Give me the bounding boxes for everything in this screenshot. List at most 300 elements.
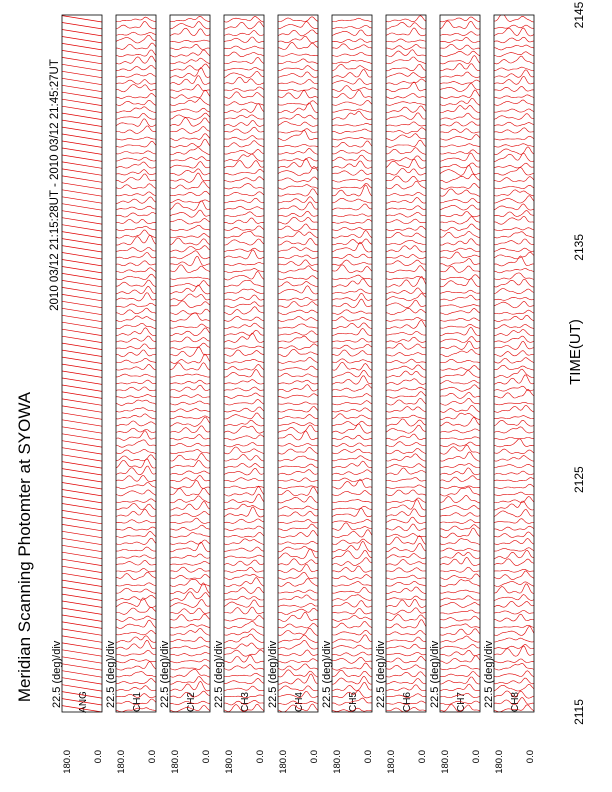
trace xyxy=(494,256,534,266)
trace xyxy=(224,295,264,300)
y-tick-bottom: 0.0 xyxy=(255,750,266,764)
panel-frame xyxy=(278,15,318,712)
trace xyxy=(224,629,264,636)
trace xyxy=(224,46,264,49)
trace xyxy=(278,344,318,350)
trace xyxy=(440,513,480,517)
trace xyxy=(224,150,264,155)
trace xyxy=(278,88,318,91)
trace xyxy=(170,16,210,21)
trace xyxy=(170,238,210,245)
trace xyxy=(494,351,534,357)
trace xyxy=(494,177,534,182)
trace xyxy=(278,202,318,210)
trace xyxy=(332,129,372,133)
trace xyxy=(116,607,156,614)
trace xyxy=(62,469,102,475)
trace xyxy=(170,328,210,336)
trace xyxy=(170,324,210,328)
trace xyxy=(278,232,318,238)
trace xyxy=(494,478,534,482)
trace xyxy=(386,300,426,308)
trace xyxy=(386,534,426,538)
y-tick-top: 180.0 xyxy=(386,750,397,774)
y-tick-bottom: 0.0 xyxy=(93,750,104,764)
trace xyxy=(170,600,210,608)
trace xyxy=(386,644,426,649)
trace xyxy=(386,28,426,36)
trace xyxy=(224,280,264,286)
trace xyxy=(332,52,372,56)
panel-ch6 xyxy=(375,15,428,774)
y-tick-top: 180.0 xyxy=(494,750,505,774)
trace xyxy=(494,147,534,154)
trace xyxy=(332,289,372,293)
trace xyxy=(494,325,534,329)
trace xyxy=(332,69,372,77)
trace xyxy=(278,608,318,614)
trace xyxy=(116,219,156,223)
trace xyxy=(170,480,210,489)
trace xyxy=(278,564,318,572)
trace xyxy=(386,449,426,454)
trace xyxy=(116,157,156,161)
trace xyxy=(62,566,102,572)
trace xyxy=(170,251,210,259)
trace xyxy=(494,501,534,510)
trace xyxy=(116,459,156,468)
trace xyxy=(278,407,318,413)
trace xyxy=(116,137,156,140)
trace xyxy=(116,65,156,70)
trace xyxy=(332,435,372,440)
trace xyxy=(440,548,480,551)
trace xyxy=(116,499,156,503)
trace xyxy=(332,183,372,189)
trace xyxy=(116,365,156,371)
trace xyxy=(332,635,372,643)
trace xyxy=(332,676,372,684)
trace xyxy=(224,463,264,467)
trace xyxy=(332,376,372,384)
trace xyxy=(332,478,372,481)
trace xyxy=(170,488,210,495)
trace xyxy=(62,322,102,329)
trace xyxy=(170,281,210,287)
trace xyxy=(440,21,480,29)
trace xyxy=(278,603,318,607)
trace xyxy=(224,532,264,537)
trace xyxy=(224,679,264,684)
trace xyxy=(494,532,534,538)
panel-ch8 xyxy=(483,14,536,774)
trace xyxy=(62,301,102,307)
trace xyxy=(170,567,210,572)
trace xyxy=(440,405,480,412)
trace xyxy=(62,336,102,342)
y-tick-top: 180.0 xyxy=(440,750,451,774)
trace xyxy=(62,23,102,29)
trace xyxy=(332,123,372,126)
trace xyxy=(224,17,264,23)
trace xyxy=(386,498,426,502)
trace xyxy=(62,587,102,593)
trace xyxy=(440,437,480,440)
trace xyxy=(62,476,102,482)
trace xyxy=(440,370,480,377)
panel-label: CH6 xyxy=(402,691,413,713)
panel-ch2 xyxy=(159,15,212,774)
trace xyxy=(278,266,318,273)
trace xyxy=(62,441,102,447)
trace xyxy=(116,572,156,579)
trace xyxy=(494,25,534,28)
trace xyxy=(62,504,102,510)
trace xyxy=(224,346,264,349)
trace xyxy=(494,37,534,43)
trace xyxy=(440,37,480,42)
trace xyxy=(494,114,534,120)
trace xyxy=(278,402,318,405)
trace xyxy=(278,129,318,133)
trace xyxy=(386,425,426,433)
trace xyxy=(62,204,102,211)
trace xyxy=(62,218,102,224)
panel-label: CH5 xyxy=(348,691,359,713)
trace xyxy=(494,420,534,426)
trace xyxy=(170,579,210,586)
panel-label: CH3 xyxy=(240,691,251,713)
trace xyxy=(332,408,372,412)
panel-frame xyxy=(386,15,426,712)
trace xyxy=(332,587,372,593)
trace xyxy=(386,560,426,566)
trace xyxy=(116,421,156,426)
trace xyxy=(62,364,102,370)
trace xyxy=(62,580,102,586)
trace xyxy=(332,141,372,147)
trace xyxy=(278,572,318,579)
trace xyxy=(332,506,372,509)
trace xyxy=(386,554,426,559)
trace xyxy=(170,511,210,516)
trace xyxy=(116,268,156,273)
trace xyxy=(224,665,264,670)
trace xyxy=(278,686,318,691)
trace xyxy=(224,400,264,406)
trace xyxy=(278,103,318,113)
trace xyxy=(224,494,264,503)
trace xyxy=(116,43,156,49)
trace xyxy=(170,301,210,308)
trace xyxy=(440,90,480,99)
trace xyxy=(170,533,210,538)
trace xyxy=(386,637,426,642)
x-tick-label: 2145 xyxy=(572,1,586,29)
trace xyxy=(386,176,426,182)
trace xyxy=(62,232,102,238)
trace xyxy=(386,379,426,385)
trace xyxy=(332,370,372,377)
trace xyxy=(332,299,372,308)
trace xyxy=(170,127,210,134)
trace xyxy=(332,449,372,454)
trace xyxy=(494,438,534,440)
trace xyxy=(386,652,426,655)
trace xyxy=(440,567,480,572)
trace xyxy=(224,307,264,315)
trace xyxy=(440,239,480,245)
trace xyxy=(278,640,318,649)
trace xyxy=(224,198,264,203)
trace xyxy=(494,646,534,656)
trace xyxy=(224,52,264,57)
trace xyxy=(440,64,480,71)
trace xyxy=(278,635,318,642)
trace xyxy=(170,28,210,36)
trace xyxy=(440,163,480,168)
trace xyxy=(332,344,372,349)
trace xyxy=(224,115,264,119)
trace xyxy=(116,100,156,105)
trace xyxy=(494,232,534,238)
trace xyxy=(116,449,156,453)
trace xyxy=(278,628,318,635)
trace xyxy=(278,91,318,99)
trace xyxy=(62,462,102,469)
y-tick-top: 180.0 xyxy=(278,750,289,774)
trace xyxy=(494,302,534,308)
trace xyxy=(170,525,210,530)
trace xyxy=(440,72,480,77)
panel-label: CH2 xyxy=(186,691,197,713)
trace xyxy=(116,428,156,432)
trace xyxy=(224,104,264,113)
trace xyxy=(278,122,318,127)
y-tick-bottom: 0.0 xyxy=(471,750,482,764)
trace xyxy=(332,645,372,649)
trace xyxy=(440,275,480,280)
trace xyxy=(386,45,426,50)
trace xyxy=(116,598,156,608)
trace xyxy=(116,583,156,586)
trace xyxy=(62,357,102,363)
trace xyxy=(62,280,102,286)
trace xyxy=(386,50,426,57)
trace xyxy=(170,374,210,377)
trace xyxy=(62,78,102,84)
scale-label: 22.5 (deg)/div xyxy=(267,640,279,708)
chart-subtitle: 2010 03/12 21:15:28UT - 2010 03/12 21:45:27UT xyxy=(49,59,61,311)
trace xyxy=(386,596,426,600)
trace xyxy=(440,506,480,510)
y-tick-top: 180.0 xyxy=(116,750,127,774)
trace xyxy=(440,392,480,398)
trace xyxy=(386,359,426,363)
trace xyxy=(116,527,156,530)
trace xyxy=(62,490,102,496)
trace xyxy=(440,366,480,371)
trace xyxy=(332,170,372,175)
trace xyxy=(494,519,534,524)
trace xyxy=(116,490,156,496)
trace xyxy=(224,22,264,29)
trace xyxy=(62,678,102,684)
trace xyxy=(494,550,534,559)
trace xyxy=(494,204,534,210)
trace xyxy=(116,174,156,183)
trace xyxy=(494,289,534,294)
trace xyxy=(494,228,534,231)
trace xyxy=(170,646,210,649)
trace xyxy=(440,144,480,147)
trace xyxy=(116,119,156,127)
trace xyxy=(494,190,534,196)
trace xyxy=(278,373,318,377)
trace xyxy=(170,659,210,662)
trace xyxy=(494,252,534,259)
panel-ch3 xyxy=(213,15,266,774)
trace xyxy=(332,214,372,217)
trace xyxy=(278,549,318,559)
trace xyxy=(332,161,372,169)
trace xyxy=(440,56,480,64)
trace xyxy=(494,402,534,404)
panel-frame xyxy=(332,15,372,712)
trace xyxy=(170,443,210,446)
trace xyxy=(494,484,534,488)
trace xyxy=(494,684,534,691)
y-tick-bottom: 0.0 xyxy=(525,750,536,764)
scale-label: 22.5 (deg)/div xyxy=(321,640,333,708)
trace xyxy=(170,380,210,384)
trace xyxy=(278,197,318,203)
trace xyxy=(116,650,156,656)
trace xyxy=(278,448,318,455)
trace xyxy=(386,260,426,266)
trace xyxy=(62,510,102,516)
trace xyxy=(440,381,480,384)
trace xyxy=(332,663,372,670)
trace xyxy=(62,294,102,300)
panel-label: CH4 xyxy=(294,691,305,713)
trace xyxy=(224,248,264,251)
trace xyxy=(170,461,210,469)
trace xyxy=(62,30,102,36)
trace xyxy=(278,301,318,307)
trace xyxy=(332,60,372,63)
trace xyxy=(224,413,264,419)
trace xyxy=(278,144,318,147)
trace xyxy=(170,653,210,656)
trace xyxy=(170,169,210,176)
trace xyxy=(170,471,210,475)
trace xyxy=(494,144,534,147)
trace xyxy=(494,497,534,503)
trace xyxy=(494,671,534,677)
trace xyxy=(332,109,372,112)
trace xyxy=(278,366,318,370)
trace xyxy=(386,168,426,175)
trace xyxy=(332,470,372,475)
trace xyxy=(440,486,480,489)
trace xyxy=(224,555,264,558)
trace xyxy=(386,94,426,99)
trace xyxy=(332,558,372,566)
trace xyxy=(386,478,426,482)
trace xyxy=(278,380,318,384)
trace xyxy=(386,615,426,622)
trace xyxy=(224,596,264,600)
trace xyxy=(440,666,480,670)
trace xyxy=(440,350,480,357)
trace xyxy=(116,94,156,99)
trace xyxy=(116,85,156,92)
trace xyxy=(170,225,210,231)
trace xyxy=(494,297,534,300)
trace xyxy=(332,508,372,517)
trace xyxy=(278,478,318,482)
trace xyxy=(62,155,102,161)
trace xyxy=(386,543,426,551)
trace xyxy=(116,184,156,189)
trace xyxy=(116,308,156,314)
trace xyxy=(440,295,480,300)
trace xyxy=(494,416,534,419)
trace xyxy=(170,108,210,112)
trace xyxy=(440,44,480,49)
trace xyxy=(224,655,264,663)
trace xyxy=(116,672,156,677)
trace xyxy=(62,169,102,175)
trace xyxy=(116,280,156,286)
trace xyxy=(278,282,318,287)
trace xyxy=(440,153,480,161)
trace xyxy=(278,211,318,216)
trace xyxy=(62,664,102,670)
trace xyxy=(278,394,318,398)
trace xyxy=(494,358,534,364)
trace xyxy=(494,185,534,188)
trace xyxy=(440,259,480,267)
trace xyxy=(116,73,156,77)
trace xyxy=(116,212,156,217)
trace xyxy=(224,192,264,196)
trace xyxy=(332,362,372,370)
trace xyxy=(62,225,102,231)
trace xyxy=(278,624,318,628)
trace xyxy=(278,276,318,280)
trace xyxy=(494,449,534,454)
trace xyxy=(224,443,264,447)
trace xyxy=(170,246,210,252)
trace xyxy=(386,241,426,245)
trace xyxy=(440,80,480,84)
trace xyxy=(170,677,210,685)
trace xyxy=(62,552,102,559)
trace xyxy=(494,509,534,517)
trace xyxy=(440,645,480,649)
trace xyxy=(116,303,156,307)
trace xyxy=(386,73,426,78)
trace xyxy=(386,22,426,29)
trace xyxy=(386,320,426,328)
trace xyxy=(62,183,102,189)
trace xyxy=(170,450,210,454)
trace xyxy=(62,120,102,126)
trace xyxy=(332,328,372,335)
trace xyxy=(62,657,102,663)
